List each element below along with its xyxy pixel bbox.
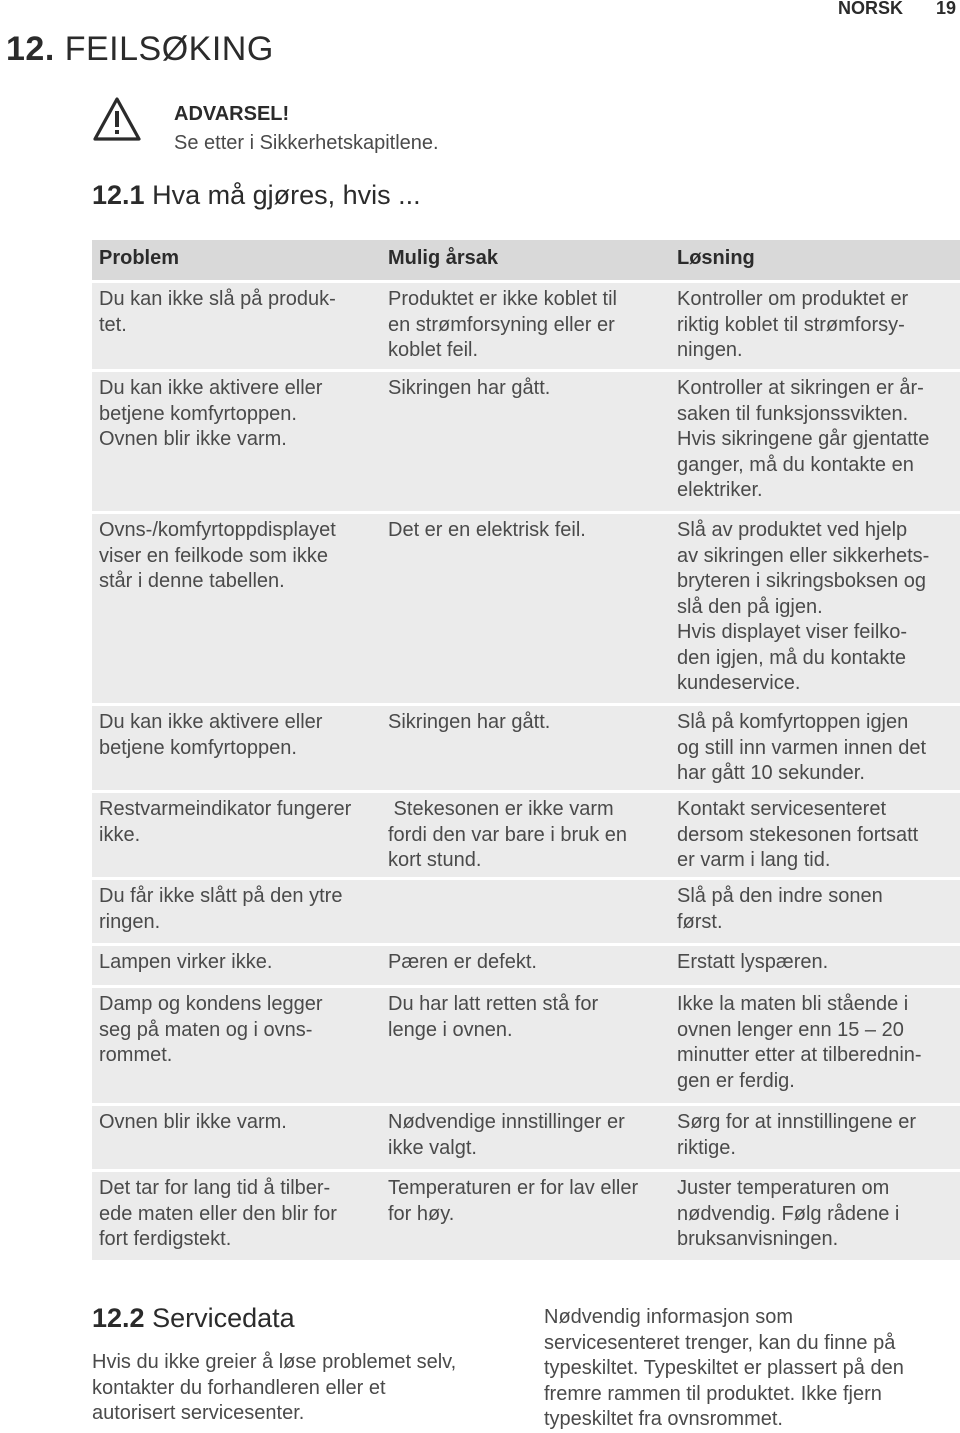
- cell-line: Sikringen har gått.: [388, 377, 551, 399]
- section-number: 12.1: [92, 180, 145, 210]
- cell-line: først.: [677, 910, 723, 933]
- chapter-number: 12.: [6, 30, 55, 68]
- solution-cell: [670, 992, 960, 1103]
- cell-line: Ovnen blir ikke varm.: [99, 428, 287, 450]
- cell-line: Slå på komfyrtoppen igjen: [677, 711, 909, 733]
- cell-line: kundeservice.: [677, 672, 801, 694]
- problem-cell: [92, 992, 381, 1103]
- cell-line: Lampen virker ikke.: [99, 951, 273, 973]
- cell-line: tet.: [99, 313, 127, 336]
- solution-cell: [670, 376, 960, 511]
- section-number: 12.2: [92, 1303, 145, 1333]
- warning-title: ADVARSEL!: [174, 103, 290, 125]
- header-language: NORSK: [838, 0, 904, 18]
- cell-line: riktig koblet til strømforsy-: [677, 313, 905, 336]
- problem-cell: [92, 1110, 381, 1169]
- cell-line: rommet.: [99, 1044, 173, 1066]
- table-header-row: [92, 240, 960, 280]
- cell-line: en strømforsyning eller er: [388, 313, 615, 336]
- cell-line: minutter etter at tilberednin-: [677, 1044, 922, 1066]
- header-problem: Problem: [99, 247, 180, 269]
- table-row: [92, 706, 960, 790]
- cell-line: Ovnen blir ikke varm.: [99, 1111, 287, 1133]
- solution-cell: [670, 710, 960, 790]
- cell-line: Du kan ikke aktivere eller: [99, 711, 323, 733]
- cell-line: seg på maten og i ovns-: [99, 1018, 313, 1041]
- service-data-right-text: [544, 1305, 954, 1433]
- cell-line: Juster temperaturen om: [677, 1177, 890, 1199]
- cause-cell: [381, 884, 670, 943]
- cell-line: betjene komfyrtoppen.: [99, 402, 297, 425]
- table-row: [92, 1106, 960, 1169]
- solution-cell: [670, 1110, 960, 1169]
- chapter-title-text: FEILSØKING: [64, 30, 274, 68]
- cell-line: er varm i lang tid.: [677, 849, 831, 871]
- cell-line: Nødvendige innstillinger er: [388, 1111, 625, 1133]
- cell-line: ovnen lenger enn 15 – 20: [677, 1018, 904, 1041]
- cell-line: Sørg for at innstillingene er: [677, 1111, 917, 1133]
- cell-line: nødvendig. Følg rådene i: [677, 1202, 900, 1225]
- cause-cell: [381, 1110, 670, 1169]
- cause-cell: [381, 518, 670, 703]
- cell-line: riktige.: [677, 1136, 736, 1159]
- table-row: [92, 283, 960, 369]
- header-cause: Mulig årsak: [388, 247, 499, 269]
- header-solution: Løsning: [677, 247, 755, 269]
- solution-cell: [670, 950, 960, 985]
- table-row: [92, 880, 960, 943]
- cell-line: ganger, må du kontakte en: [677, 453, 914, 476]
- text-line: typeskiltet fra ovnsrommet.: [544, 1408, 783, 1430]
- table-row: [92, 1172, 960, 1260]
- service-data-left-text: [92, 1350, 512, 1427]
- warning-text: Se etter i Sikkerhetskapitlene.: [174, 132, 439, 154]
- problem-cell: [92, 1176, 381, 1260]
- cell-line: Slå av produktet ved hjelp: [677, 519, 908, 541]
- table-row: [92, 946, 960, 985]
- cell-line: Slå på den indre sonen: [677, 885, 883, 907]
- cause-cell: [381, 376, 670, 511]
- cell-line: Pæren er defekt.: [388, 951, 537, 973]
- cause-cell: [381, 287, 670, 369]
- problem-cell: [92, 797, 381, 877]
- cell-line: ede maten eller den blir for: [99, 1202, 337, 1225]
- cell-line: Det er en elektrisk feil.: [388, 519, 586, 541]
- problem-cell: [92, 884, 381, 943]
- cell-line: Kontakt servicesenteret: [677, 798, 886, 820]
- cell-line: Ovns-/komfyrtoppdisplayet: [99, 519, 336, 541]
- page-number: 19: [936, 0, 957, 18]
- text-line: Nødvendig informasjon som: [544, 1306, 793, 1328]
- warning-triangle-icon: [92, 96, 142, 142]
- cell-line: Sikringen har gått.: [388, 711, 551, 733]
- table-row: [92, 372, 960, 511]
- cell-line: Du får ikke slått på den ytre: [99, 885, 343, 907]
- cell-line: bryteren i sikringsboksen og: [677, 570, 927, 592]
- cause-cell: [381, 992, 670, 1103]
- cell-line: Du kan ikke slå på produk-: [99, 288, 336, 310]
- cause-cell: [381, 797, 670, 877]
- cell-line: dersom stekesonen fortsatt: [677, 823, 919, 846]
- cell-line: Stekesonen er ikke varm: [388, 798, 614, 820]
- cell-line: betjene komfyrtoppen.: [99, 736, 297, 759]
- problem-cell: [92, 287, 381, 369]
- cell-line: koblet feil.: [388, 339, 479, 361]
- cell-line: Du kan ikke aktivere eller: [99, 377, 323, 399]
- cell-line: Hvis sikringene går gjentatte: [677, 428, 930, 450]
- cell-line: Du har latt retten stå for: [388, 993, 599, 1015]
- text-line: autorisert servicesenter.: [92, 1402, 305, 1424]
- solution-cell: [670, 1176, 960, 1260]
- cell-line: kort stund.: [388, 849, 482, 871]
- table-row: [92, 793, 960, 877]
- problem-cell: [92, 950, 381, 985]
- cell-line: fordi den var bare i bruk en: [388, 823, 628, 846]
- table-row: [92, 514, 960, 703]
- cell-line: og still inn varmen innen det: [677, 736, 927, 759]
- problem-cell: [92, 710, 381, 790]
- cell-line: den igjen, må du kontakte: [677, 646, 907, 669]
- cell-line: saken til funksjonssvikten.: [677, 402, 909, 425]
- cell-line: viser en feilkode som ikke: [99, 544, 328, 567]
- cell-line: Temperaturen er for lav eller: [388, 1177, 639, 1199]
- text-line: typeskiltet. Typeskiltet er plassert på den: [544, 1357, 904, 1379]
- cell-line: Kontroller om produktet er: [677, 288, 909, 310]
- cell-line: Produktet er ikke koblet til: [388, 288, 617, 310]
- cell-line: bruksanvisningen.: [677, 1228, 839, 1250]
- cell-line: elektriker.: [677, 479, 763, 501]
- cell-line: Damp og kondens legger: [99, 993, 323, 1015]
- section-title-12-2: [92, 1303, 295, 1334]
- solution-cell: [670, 518, 960, 703]
- section-title-text: Servicedata: [152, 1303, 295, 1333]
- cell-line: ningen.: [677, 339, 743, 361]
- cell-line: slå den på igjen.: [677, 595, 823, 618]
- cell-line: ikke valgt.: [388, 1136, 477, 1159]
- section-title-text: Hva må gjøres, hvis ...: [152, 180, 421, 210]
- cell-line: gen er ferdig.: [677, 1069, 795, 1092]
- cell-line: av sikringen eller sikkerhets-: [677, 544, 930, 567]
- cell-line: for høy.: [388, 1202, 455, 1225]
- chapter-title: [6, 30, 274, 69]
- troubleshooting-table: [92, 240, 960, 1263]
- section-title-12-1: [92, 180, 421, 211]
- solution-cell: [670, 287, 960, 369]
- cell-line: ikke.: [99, 823, 141, 846]
- cause-cell: [381, 1176, 670, 1260]
- cell-line: Ikke la maten bli stående i: [677, 993, 909, 1015]
- text-line: Hvis du ikke greier å løse problemet selv,: [92, 1351, 457, 1373]
- cell-line: Hvis displayet viser feilko-: [677, 621, 908, 643]
- cell-line: Det tar for lang tid å tilber-: [99, 1177, 331, 1199]
- cell-line: lenge i ovnen.: [388, 1018, 513, 1041]
- cell-line: ringen.: [99, 910, 161, 933]
- text-line: fremre rammen til produktet. Ikke fjern: [544, 1382, 882, 1405]
- solution-cell: [670, 797, 960, 877]
- cell-line: Kontroller at sikringen er år-: [677, 377, 924, 399]
- cause-cell: [381, 950, 670, 985]
- cause-cell: [381, 710, 670, 790]
- solution-cell: [670, 884, 960, 943]
- text-line: servicesenteret trenger, kan du finne på: [544, 1331, 896, 1354]
- cell-line: har gått 10 sekunder.: [677, 762, 865, 784]
- cell-line: Erstatt lyspæren.: [677, 951, 829, 973]
- cell-line: står i denne tabellen.: [99, 570, 285, 592]
- cell-line: fort ferdigstekt.: [99, 1228, 232, 1250]
- problem-cell: [92, 376, 381, 511]
- table-row: [92, 988, 960, 1103]
- cell-line: Restvarmeindikator fungerer: [99, 798, 352, 820]
- text-line: kontakter du forhandleren eller et: [92, 1376, 386, 1399]
- problem-cell: [92, 518, 381, 703]
